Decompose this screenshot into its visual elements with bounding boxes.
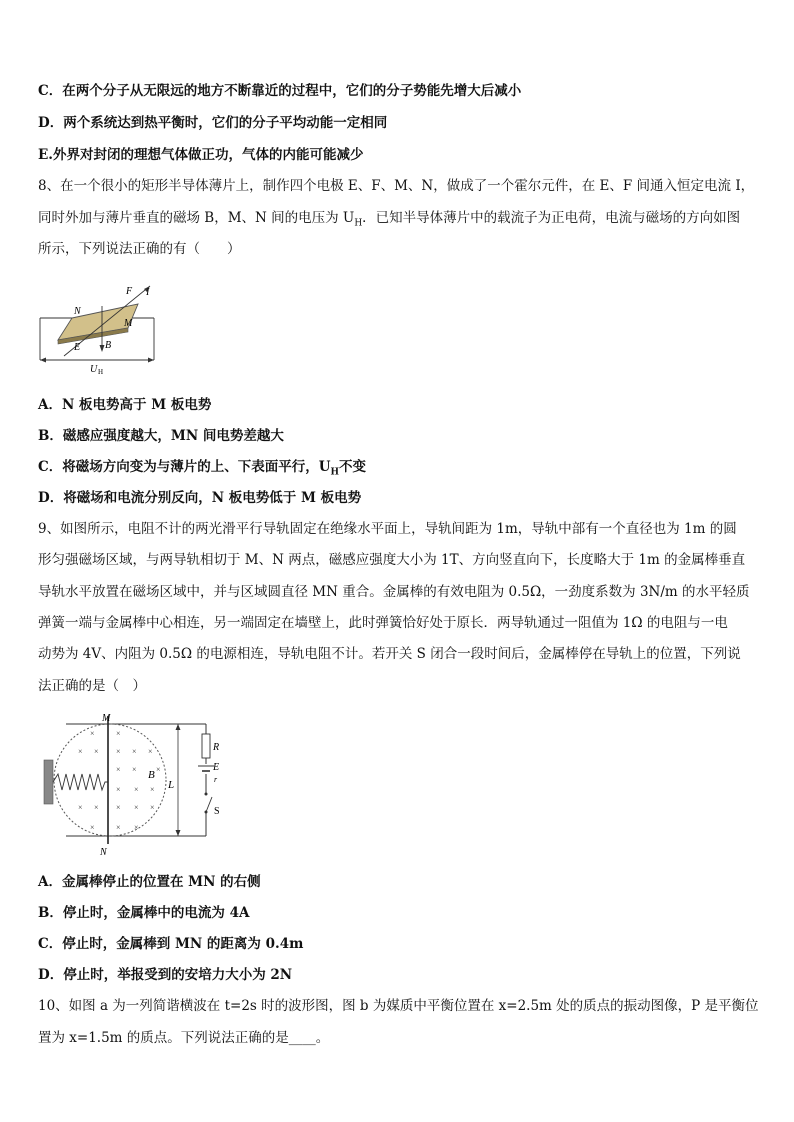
hall-label-u: U xyxy=(90,364,98,375)
rail-label-b: B xyxy=(148,769,155,781)
svg-text:×: × xyxy=(116,747,121,756)
svg-text:×: × xyxy=(78,803,83,812)
rail-label-e: E xyxy=(213,762,220,773)
svg-text:×: × xyxy=(90,729,95,738)
q9-stem-line-1: 9、如图所示，电阻不计的两光滑平行导轨固定在绝缘水平面上，导轨间距为 1m，导轨中部有一个直径也为 1m 的圆 xyxy=(38,521,737,537)
svg-text:×: × xyxy=(116,765,121,774)
rail-label-m: M xyxy=(102,713,111,724)
q9-stem-line-6: 法正确的是（ ） xyxy=(38,678,146,694)
svg-text:×: × xyxy=(132,747,137,756)
q9-stem-line-4: 弹簧一端与金属棒中心相连，另一端固定在墙壁上，此时弹簧恰好处于原长．两导轨通过一阻值为 1Ω 的电阻与一电 xyxy=(38,615,728,631)
svg-text:×: × xyxy=(116,729,121,738)
rail-circuit-figure xyxy=(38,710,228,860)
q9-stem-line-2: 形匀强磁场区域，与两导轨相切于 M、N 两点，磁感应强度大小为 1T、方向竖直向下，长度略大于 1m 的金属棒垂直 xyxy=(38,552,746,568)
q8-stem-line-1: 8、在一个很小的矩形半导体薄片上，制作四个电极 E、F、M、N，做成了一个霍尔元件，在 E、F 间通入恒定电流 I， xyxy=(38,178,755,194)
rail-label-l: L xyxy=(168,779,175,791)
rail-label-n: N xyxy=(100,847,107,858)
svg-text:×: × xyxy=(134,803,139,812)
rail-label-s: S xyxy=(214,806,220,817)
q9-stem-line-5: 动势为 4V、内阻为 0.5Ω 的电源相连，导轨电阻不计。若开关 S 闭合一段时间后，金属棒停在导轨上的位置，下列说 xyxy=(38,646,741,662)
q7-option-c: C．在两个分子从无限远的地方不断靠近的过程中，它们的分子势能先增大后减小 xyxy=(38,83,522,99)
q10-stem-line-1: 10、如图 a 为一列简谐横波在 t=2s 时的波形图，图 b 为媒质中平衡位置在 x=2.5m 处的质点的振动图像，P 是平衡位 xyxy=(38,998,759,1014)
q9-option-d: D．停止时，举报受到的安培力大小为 2N xyxy=(38,967,293,983)
q9-stem-line-3: 导轨水平放置在磁场区域中，并与区域圆直径 MN 重合。金属棒的有效电阻为 0.5Ω，一劲度系数为 3N/m 的水平轻质 xyxy=(38,584,750,600)
svg-text:×: × xyxy=(78,747,83,756)
svg-text:×: × xyxy=(90,823,95,832)
svg-text:×: × xyxy=(116,803,121,812)
svg-text:×: × xyxy=(134,785,139,794)
rail-label-r-internal: r xyxy=(214,775,218,784)
svg-text:×: × xyxy=(148,747,153,756)
hall-label-e: E xyxy=(74,342,81,353)
hall-element-figure xyxy=(34,278,164,376)
hall-label-m: M xyxy=(124,318,133,329)
q8-stem-line-3: 所示，下列说法正确的有（ ） xyxy=(38,241,241,257)
hall-label-b: B xyxy=(105,340,112,351)
hall-label-i: I xyxy=(146,287,150,298)
q10-stem-line-2: 置为 x=1.5m 的质点。下列说法正确的是____。 xyxy=(38,1030,330,1046)
q8-option-a: A．N 板电势高于 M 板电势 xyxy=(38,397,212,413)
svg-text:×: × xyxy=(150,785,155,794)
q9-option-a: A．金属棒停止的位置在 MN 的右侧 xyxy=(38,874,261,890)
q7-option-e: E.外界对封闭的理想气体做正功，气体的内能可能减少 xyxy=(38,147,364,163)
q8-option-b: B．磁感应强度越大，MN 间电势差越大 xyxy=(38,428,284,444)
q7-option-d: D．两个系统达到热平衡时，它们的分子平均动能一定相同 xyxy=(38,115,388,131)
svg-text:×: × xyxy=(134,823,139,832)
svg-text:×: × xyxy=(132,765,137,774)
q8-stem-line-2: 同时外加与薄片垂直的磁场 B，M、N 间的电压为 $U_H$．已知半导体薄片中的载流子为正电荷，电流与磁场的方向如图 xyxy=(38,210,741,229)
q9-option-c: C．停止时，金属棒到 MN 的距离为 0.4m xyxy=(38,936,304,952)
q8-option-c: C．将磁场方向变为与薄片的上、下表面平行，$U_H$不变 xyxy=(38,459,367,478)
rail-label-r: R xyxy=(213,742,220,753)
svg-text:×: × xyxy=(94,803,99,812)
svg-text:×: × xyxy=(150,803,155,812)
hall-label-n: N xyxy=(74,306,81,317)
svg-text:×: × xyxy=(116,785,121,794)
q9-option-b: B．停止时，金属棒中的电流为 4A xyxy=(38,905,250,921)
svg-text:×: × xyxy=(94,747,99,756)
hall-label-f: F xyxy=(126,286,133,297)
svg-text:×: × xyxy=(156,765,161,774)
q8-option-d: D．将磁场和电流分别反向，N 板电势低于 M 板电势 xyxy=(38,490,362,506)
hall-label-u-sub: H xyxy=(98,368,104,376)
svg-text:×: × xyxy=(116,823,121,832)
